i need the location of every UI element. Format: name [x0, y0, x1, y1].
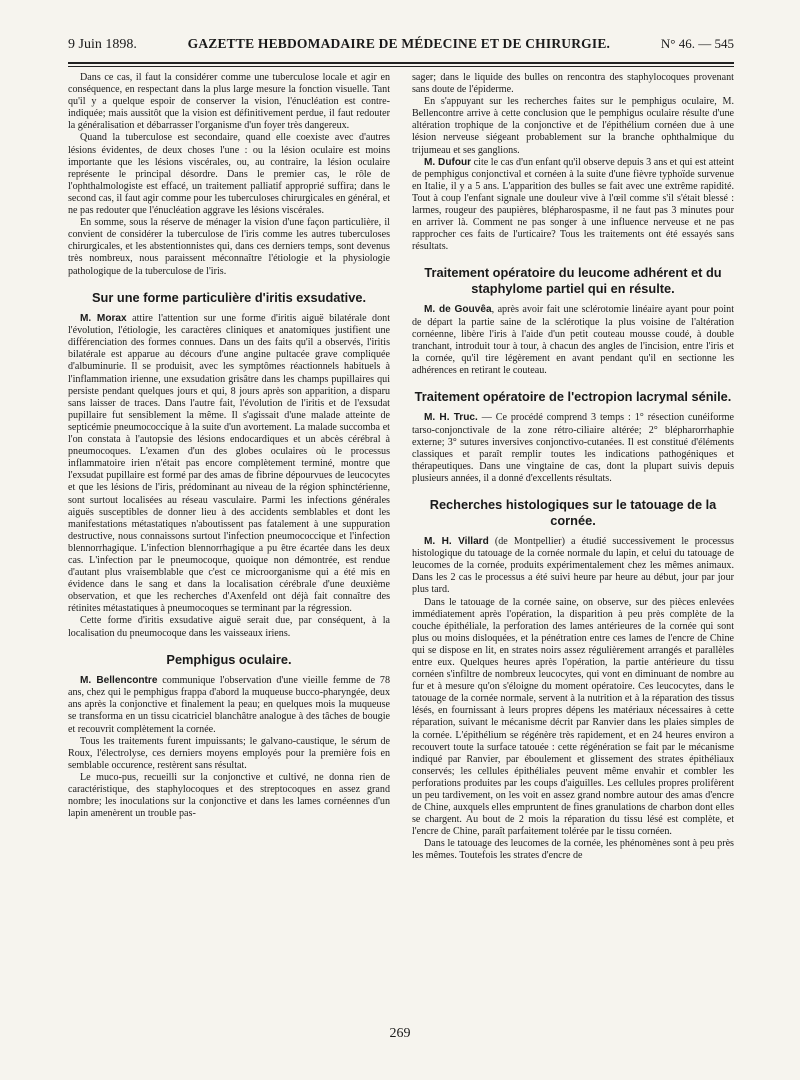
section-heading: Traitement opératoire du leucome adhérent et du staphylome partiel qui en résulte. — [424, 265, 722, 296]
paragraph: M. Morax attire l'attention sur une forme d'iritis aiguë bilatérale dont l'évolution, l'étiologie, les caractères cliniques et anatomiques justifient une différenciation des formes connues. Dans un des faits qu'il a observés, l'iritis bilatérale est apparue au décours d'une angine pultacée grave compliquée d'albuminurie. Il se produisit, avec les symptômes réactionnels habituels à l'inflammation irienne, une exsudation grisâtre dans les champs pupillaires qui persiste pendant quelques jours et qui, 8 jours après son apparition, a disparu sans laisser de traces. Dans l'autre fait, l'évolution de l'iritis et de l'exsudat pupillaire fut sensiblement la même. Il s'agissait d'une malade atteinte de septicémie pneumococcique à la suite d'un avortement. La malade succomba et l'on constata à l'autopsie des lésions endocardiques et un abcès cérébral à pneumocoques. L'examen d'un des globes oculaires où le processus inflammatoire irien n'était pas encore complètement terminé, montre que l'exsudat pupillaire est formé par des amas de fibrine dépourvues de leucocytes et que les lésions de l'iris, prédominant au niveau de la région sphinctérienne, sont surtout localisées au réseau vasculaire. Parmi les infections générales aiguës susceptibles de donner lieu à des accidents semblables et dont les manifestations métastatiques n'aboutissent pas fatalement à une suppuration destructive, nous connaissons surtout l'infection pneumococcique et l'infection blennorrhagique. L'infection blennorrhagique a pu être écartée dans les deux cas. L'infection par le pneumocoque, quoique non démontrée, est rendue d'autant plus vraisemblable que c'est ce microorganisme qui a été mis en évidence dans le sang et dans la localisation cérébrale d'une deuxième observation, et que les recherches d'Axenfeld ont déjà fait connaître des rétinites métastatiques à pneumocoques se terminant par la régression. — [68, 313, 391, 615]
paragraph: M. H. Villard (de Montpellier) a étudié successivement le processus histologique du tatouage de la cornée normale du lapin, et celui du tatouage de leucomes de la cornée, produits expérimentalement chez les mêmes animaux. Dans les 2 cas le processus a été suivi heure par heure au début, jour par jour plus tard. — [412, 536, 734, 596]
paragraph: Tous les traitements furent impuissants; le galvano-caustique, le sérum de Roux, l'électrolyse, ces derniers moyens employés pour la première fois en semblable occurence, restèrent sans résultat. — [68, 735, 390, 771]
paragraph: M. Dufour cite le cas d'un enfant qu'il observe depuis 3 ans et qui est atteint de pemphigus conjonctival et cornéen à la suite d'une fièvre typhoïde survenue en Italie, il y a 5 ans. L'apparition des bulles se fait avec une extrême rapidité. Tout à coup l'enfant signale une douleur vive à l'œil comme s'il s'était blessé : larmes, rougeur des paupières, blépharospasme, il ne faut pas 3 minutes pour en arriver là. Comment ne pas songer à une influence nerveuse et ne pas rapprocher ces faits de l'urticaire? Tous les traitements ont été essayés sans résultats. — [412, 156, 735, 253]
section-heading: Sur une forme particulière d'iritis exsudative. — [92, 289, 366, 305]
paragraph: En s'appuyant sur les recherches faites sur le pemphigus oculaire, M. Bellencontre arrive à cette conclusion que le pemphigus oculaire résulte d'une altération trophique de la conjonctive et de l'épithélium cornéen due à une lésion nerveuse siégeant probablement sur la branche ophthalmique du trijumeau et ses ganglions. — [412, 96, 734, 156]
header-rule — [68, 62, 734, 64]
section-heading: Pemphigus oculaire. — [166, 651, 292, 667]
author-name: M. Morax — [80, 313, 127, 325]
section-heading: Traitement opératoire de l'ectropion lacrymal sénile. — [414, 388, 732, 404]
author-name: M. Dufour — [424, 156, 472, 168]
paragraph: M. Bellencontre communique l'observation d'une vieille femme de 78 ans, chez qui le pemphigus frappa d'abord la muqueuse bucco-pharyngée, deux ans après la conjonctive et finalement la peau; en quelques mois la muqueuse se transforma en un tissu cicatriciel blanchâtre analogue à des tâches de bougie et recouvrit complètement la cornée. — [68, 675, 391, 735]
author-name: M. Bellencontre — [80, 675, 158, 687]
paragraph: Dans le tatouage de la cornée saine, on observe, sur des pièces enlevées immédiatement après l'opération, la disparition à peu près complète de la couche épithéliale, la perforation des lames antérieures de la cornée qui sont plus ou moins disloquées, et la pénétration entre ces lames de l'encre de Chine qui se dispose en lit, en strates noirs assez régulièrement arrangés et parallèles entre eux. Quelques heures après l'opération, la partie antérieure du tissu cornéen s'infiltre de nombreux leucocytes, qui vont en diminuant de nombre au fur et à mesure qu'on s'éloigne du moment opératoire. Ces leucocytes, dans le tatouage de la cornée normale, servent à la nutrition et à la réparation des tissus lésés, en fournissant à leurs propres dépens les matériaux nécessaires à cette réparation, suivant le mécanisme décrit par Ranvier dans les plaies simples de la cornée. L'épithélium se régénère très rapidement, et en 24 heures environ a recouvert toute la surface tatouée : cette régénération se fait par le mécanisme indiqué par Ranvier, par éboulement et glissement des strates épithéliaux conservés; les cellules épithéliales peuvent même envahir et combler les perforations produites par les coups d'aiguilles. Les cellules propres prolifèrent un peu tardivement, on les voit en assez grand nombre autour des amas d'encre de Chine, auxquels elles empruntent de fines granulations de charbon dont elles se chargent. Au bout de 2 mois la réparation du tissu lésé est complète, et l'encre de Chine, paraît parfaitement tolérée par le tissu cornéen. — [412, 596, 734, 838]
section-heading: Recherches histologiques sur le tatouage de la cornée. — [429, 497, 717, 528]
paragraph: Quand la tuberculose est secondaire, quand elle coexiste avec d'autres lésions évidentes, de deux choses l'une : ou la lésion oculaire est moins importante que les lésions viscérales, ou, au contraire, la lésion oculaire représente le principal désordre. Dans le premier cas, le rôle de l'ophthalmologiste est effacé, un traitement palliatif approprié suffira; dans le second cas, il faut agir comme pour les tuberculoses chirurgicales en général, et ne pas redouter que l'énucléation aggrave les lésions viscérales. — [68, 132, 390, 217]
paragraph: Dans ce cas, il faut la considérer comme une tuberculose locale et agir en conséquence, en respectant dans la plus large mesure la fonction visuelle. Tant qu'il y a quelque espoir de conserver la vision, l'énucléation est contre-indiquée; mais aussitôt que la vision est définitivement perdue, il faut redouter la généralisation et débarrasser l'organisme d'un foyer très dangereux. — [68, 72, 390, 132]
left-column — [68, 72, 390, 820]
paragraph: Le muco-pus, recueilli sur la conjonctive et cultivé, ne donna rien de caractéristique, des staphylocoques et des streptocoques en assez grand nombre; les inoculations sur la conjonctive et dans les lames cornéennes d'un lapin amenèrent un trouble pas- — [68, 771, 390, 820]
paragraph: M. H. Truc. — Ce procédé comprend 3 temps : 1° résection cunéiforme tarso-conjonctivale de la zone rétro-ciliaire altérée; 2° blépharorrhaphie externe; 3° sutures inversives conjonctivo-cutanées. Il est constitué d'éléments classiques et paraît remplir toutes les indications pathogéniques et thérapeutiques. Dans une vingtaine de cas, dont la plupart suivis depuis plusieurs années, il a donné d'excellents résultats. — [412, 412, 735, 484]
paragraph: En somme, sous la réserve de ménager la vision d'une façon particulière, il convient de considérer la tuberculose de l'iris comme les autres tuberculoses chirurgicales, et les abstentionnistes qui, dans ces derniers temps, sont devenus très nombreux, nous paraissent méconnaître l'étiologie et la physiologie pathologique de la tuberculose de l'iris. — [68, 217, 390, 277]
author-name: M. H. Villard — [424, 536, 489, 548]
issue-number: N° 46. — 545 — [660, 36, 734, 51]
page-number: 269 — [389, 1026, 411, 1041]
author-name: M. de Gouvêa — [424, 304, 492, 316]
paragraph: Cette forme d'iritis exsudative aiguë serait due, par conséquent, à la localisation du pneumocoque dans les vaisseaux iriens. — [68, 615, 390, 639]
paragraph: Dans le tatouage des leucomes de la cornée, les phénomènes sont à peu près les mêmes. Toutefois les strates d'encre de — [412, 838, 734, 862]
author-name: M. H. Truc. — [424, 412, 478, 424]
paragraph: sager; dans le liquide des bulles on rencontra des staphylocoques provenant sans doute de l'épiderme. — [412, 72, 734, 96]
header-rule-thin — [68, 66, 734, 67]
paragraph: M. de Gouvêa, après avoir fait une sclérotomie linéaire ayant pour point de départ la partie saine de la sclérotique la plus voisine de l'altération cornéenne, libère l'iris à l'aide d'un petit couteau mousse coudé, à double tranchant, introduit tour à tour, à chacun des angles de l'incision, entre l'iris et la cornée, qu'il tire légèrement en avant pendant qu'il en sectionne les adhérences en retirant le couteau. — [412, 304, 734, 376]
header-date: 9 Juin 1898. — [68, 37, 137, 52]
journal-title: GAZETTE HEBDOMADAIRE DE MÉDECINE ET DE CHIRURGIE. — [187, 36, 611, 51]
right-column — [412, 72, 734, 863]
running-header — [68, 36, 734, 60]
